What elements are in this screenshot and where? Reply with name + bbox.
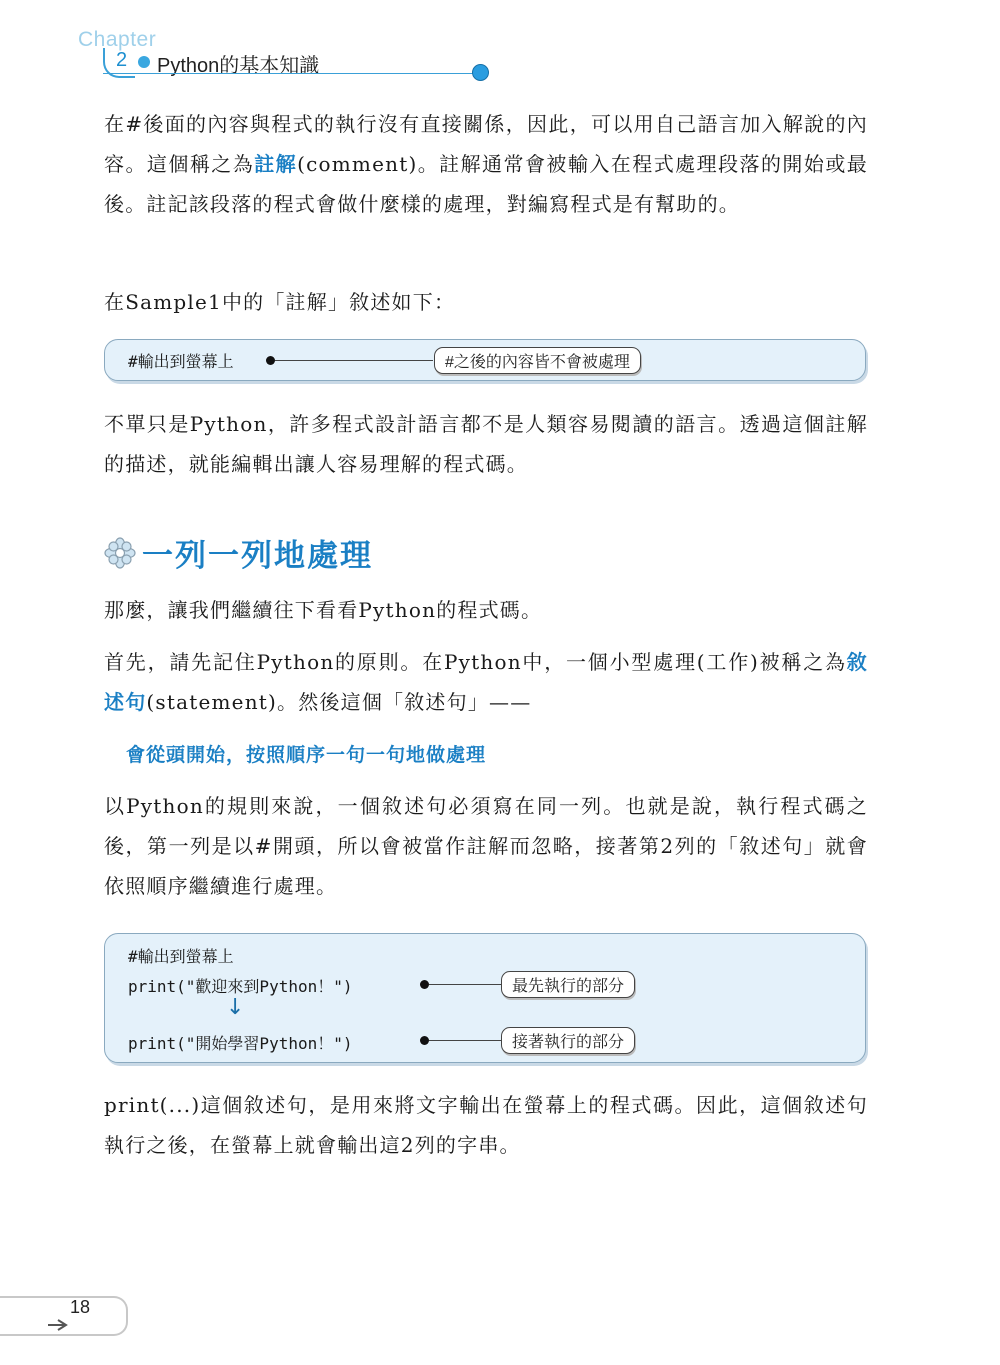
- paragraph-print-explain: print(...)這個敘述句，是用來將文字輸出在螢幕上的程式碼。因此，這個敘述句執行之後，在螢幕上就會輸出這2列的字串。: [104, 1093, 868, 1157]
- pointer-dot-icon: [420, 1036, 429, 1045]
- pointer-leader-line: [275, 360, 433, 361]
- code-line-comment: #輸出到螢幕上: [128, 352, 234, 371]
- term-statement: 敘述句: [104, 650, 868, 714]
- section-heading: 一列一列地處理: [142, 538, 373, 574]
- flower-icon: [104, 537, 136, 569]
- paragraph-statement: [104, 642, 868, 722]
- paragraph-readability: 不單只是Python，許多程式設計語言都不是人類容易閱讀的語言。透過這個註解的描述，就能編輯出讓人容易理解的程式碼。: [104, 412, 868, 476]
- chapter-title: Python的基本知識: [157, 55, 320, 77]
- emphasis-line: 會從頭開始，按照順序一句一句地做處理: [126, 744, 487, 766]
- pointer-leader-line: [429, 1040, 501, 1041]
- annotation-tag-first: 最先執行的部分: [501, 971, 635, 998]
- chapter-number: 2: [116, 49, 128, 71]
- chapter-dot-icon: [138, 56, 150, 68]
- down-arrow-icon: ↓: [226, 995, 245, 1020]
- paragraph-sample-intro: 在Sample1中的「註解」敘述如下：: [104, 290, 456, 314]
- pointer-leader-line: [429, 984, 501, 985]
- header-end-dot-icon: [472, 64, 489, 81]
- paragraph-text: (statement)。然後這個「敘述句」——: [146, 690, 532, 714]
- paragraph-lets-look: 那麼，讓我們繼續往下看看Python的程式碼。: [104, 598, 543, 622]
- paragraph-text: 首先，請先記住Python的原則。在Python中，一個小型處理(工作)被稱之為: [104, 650, 847, 674]
- code-line-print-welcome: print("歡迎來到Python！"): [128, 977, 353, 996]
- arrow-right-icon: [48, 1318, 70, 1332]
- annotation-tag-comment: #之後的內容皆不會被處理: [434, 347, 641, 374]
- paragraph-comment-intro: [104, 104, 868, 224]
- code-line-comment: #輸出到螢幕上: [128, 947, 234, 966]
- paragraph-text: 在#後面的內容與程式的執行沒有直接關係，因此，可以用自己語言加入解說的內容。這個稱之為: [104, 112, 868, 176]
- code-line-print-start: print("開始學習Python！"): [128, 1034, 353, 1053]
- header-rule: [103, 73, 475, 74]
- page-number: 18: [70, 1297, 91, 1317]
- chapter-label: Chapter: [78, 28, 157, 51]
- paragraph-text: (comment)。註解通常會被輸入在程式處理段落的開始或最後。註記該段落的程式會做什麼樣的處理，對編寫程式是有幫助的。: [104, 152, 868, 216]
- paragraph-python-rule: 以Python的規則來說，一個敘述句必須寫在同一列。也就是說，執行程式碼之後，第一列是以#開頭，所以會被當作註解而忽略，接著第2列的「敘述句」就會依照順序繼續進行處理。: [104, 794, 868, 898]
- term-comment: 註解: [254, 152, 298, 176]
- pointer-dot-icon: [420, 980, 429, 989]
- pointer-dot-icon: [266, 356, 275, 365]
- annotation-tag-next: 接著執行的部分: [501, 1027, 635, 1054]
